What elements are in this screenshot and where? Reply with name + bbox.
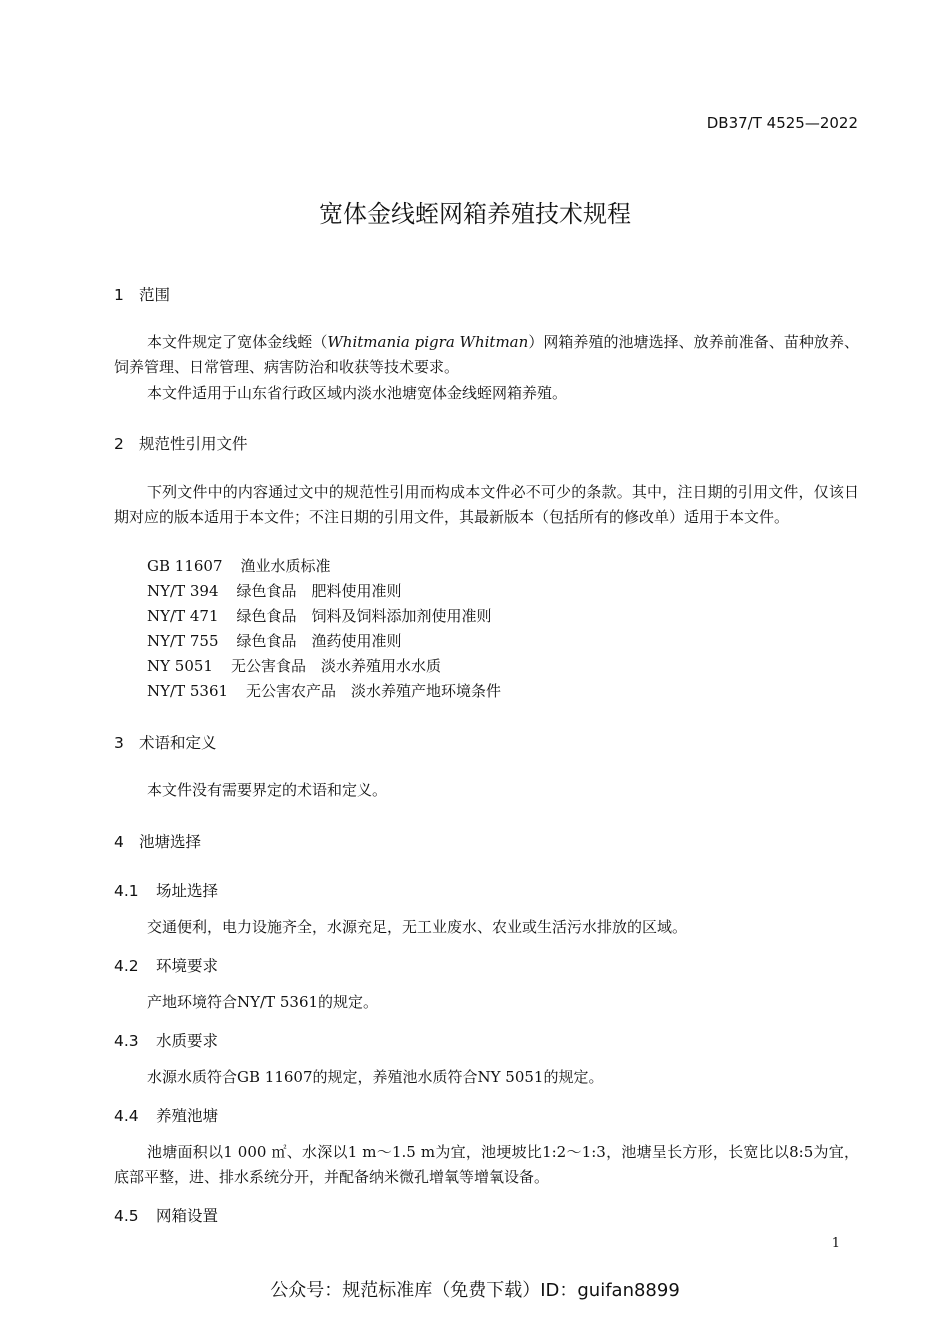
section-3-heading bbox=[114, 731, 217, 753]
subsection-number: 4.4 bbox=[114, 1107, 139, 1125]
reference-name: 绿色食品 饲料及饲料添加剂使用准则 bbox=[236, 607, 492, 625]
section-title: 术语和定义 bbox=[139, 734, 217, 752]
subsection-number: 4.3 bbox=[114, 1032, 139, 1050]
section-1-paragraph-1 bbox=[114, 330, 859, 380]
subsection-number: 4.2 bbox=[114, 957, 139, 975]
subsection-title: 养殖池塘 bbox=[156, 1107, 219, 1125]
reference-name: 无公害农产品 淡水养殖产地环境条件 bbox=[246, 682, 502, 700]
subsection-4-4-text: 池塘面积以1 000 ㎡、水深以1 m～1.5 m为宜，池埂坡比1:2～1:3，池塘呈长方形，长宽比以8:5为宜，底部平整，进、排水系统分开，并配备纳米微孔增氧等增氧设备。 bbox=[114, 1143, 859, 1186]
subsection-4-5-heading bbox=[114, 1204, 218, 1226]
subsection-number: 4.5 bbox=[114, 1207, 139, 1225]
subsection-4-1-heading bbox=[114, 879, 218, 901]
section-2-heading bbox=[114, 432, 248, 454]
section-1-heading bbox=[114, 283, 170, 305]
standard-code: DB37/T 4525—2022 bbox=[706, 114, 858, 132]
page-number: 1 bbox=[831, 1236, 840, 1251]
section-title: 范围 bbox=[139, 286, 171, 304]
subsection-4-4-heading bbox=[114, 1104, 218, 1126]
section-2-paragraph-1: 下列文件中的内容通过文中的规范性引用而构成本文件必不可少的条款。其中，注日期的引用文件，仅该日期对应的版本适用于本文件；不注日期的引用文件，其最新版本（包括所有的修改单）适用于本文件。 bbox=[114, 483, 859, 526]
reference-code: NY/T 471 bbox=[147, 607, 219, 625]
text-run: 本文件规定了宽体金线蛭（ bbox=[147, 333, 328, 351]
document-title: 宽体金线蛭网箱养殖技术规程 bbox=[319, 200, 631, 228]
section-title: 规范性引用文件 bbox=[139, 435, 248, 453]
subsection-title: 网箱设置 bbox=[156, 1207, 219, 1225]
subsection-4-1-text: 交通便利，电力设施齐全，水源充足，无工业废水、农业或生活污水排放的区域。 bbox=[147, 918, 688, 936]
footer-watermark-text: 公众号：规范标准库（免费下载）ID：guifan8899 bbox=[270, 1280, 680, 1301]
section-number: 1 bbox=[114, 286, 124, 304]
subsection-title: 水质要求 bbox=[156, 1032, 219, 1050]
subsection-4-2-heading bbox=[114, 954, 218, 976]
subsection-number: 4.1 bbox=[114, 882, 139, 900]
subsection-4-3-heading bbox=[114, 1029, 218, 1051]
reference-code: NY/T 755 bbox=[147, 632, 219, 650]
reference-item bbox=[147, 604, 492, 629]
reference-name: 渔业水质标准 bbox=[240, 557, 331, 575]
section-number: 3 bbox=[114, 734, 124, 752]
reference-name: 无公害食品 淡水养殖用水水质 bbox=[230, 657, 441, 675]
reference-item bbox=[147, 654, 441, 679]
reference-item bbox=[147, 629, 402, 654]
reference-item bbox=[147, 554, 331, 579]
reference-item bbox=[147, 679, 501, 704]
section-number: 4 bbox=[114, 833, 124, 851]
reference-code: NY 5051 bbox=[147, 657, 213, 675]
section-number: 2 bbox=[114, 435, 124, 453]
subsection-4-2-text: 产地环境符合NY/T 5361的规定。 bbox=[147, 993, 379, 1011]
reference-item bbox=[147, 579, 402, 604]
subsection-4-3-text: 水源水质符合GB 11607的规定，养殖池水质符合NY 5051的规定。 bbox=[147, 1068, 604, 1086]
section-title: 池塘选择 bbox=[139, 833, 202, 851]
subsection-title: 环境要求 bbox=[156, 957, 219, 975]
section-1-paragraph-2: 本文件适用于山东省行政区域内淡水池塘宽体金线蛭网箱养殖。 bbox=[147, 384, 568, 402]
text-run: ）网箱养殖的池塘选择、放养前准备、苗种放养、饲养管理、日常管理、病害防治和收获等技术要求。 bbox=[114, 333, 859, 376]
reference-name: 绿色食品 渔药使用准则 bbox=[236, 632, 402, 650]
section-4-heading bbox=[114, 830, 201, 852]
subsection-title: 场址选择 bbox=[156, 882, 219, 900]
reference-code: NY/T 5361 bbox=[147, 682, 229, 700]
reference-name: 绿色食品 肥料使用准则 bbox=[236, 582, 402, 600]
section-3-paragraph-1: 本文件没有需要界定的术语和定义。 bbox=[147, 781, 388, 799]
reference-code: NY/T 394 bbox=[147, 582, 219, 600]
reference-code: GB 11607 bbox=[147, 557, 223, 575]
latin-name: Whitmania pigra Whitman bbox=[327, 333, 529, 351]
